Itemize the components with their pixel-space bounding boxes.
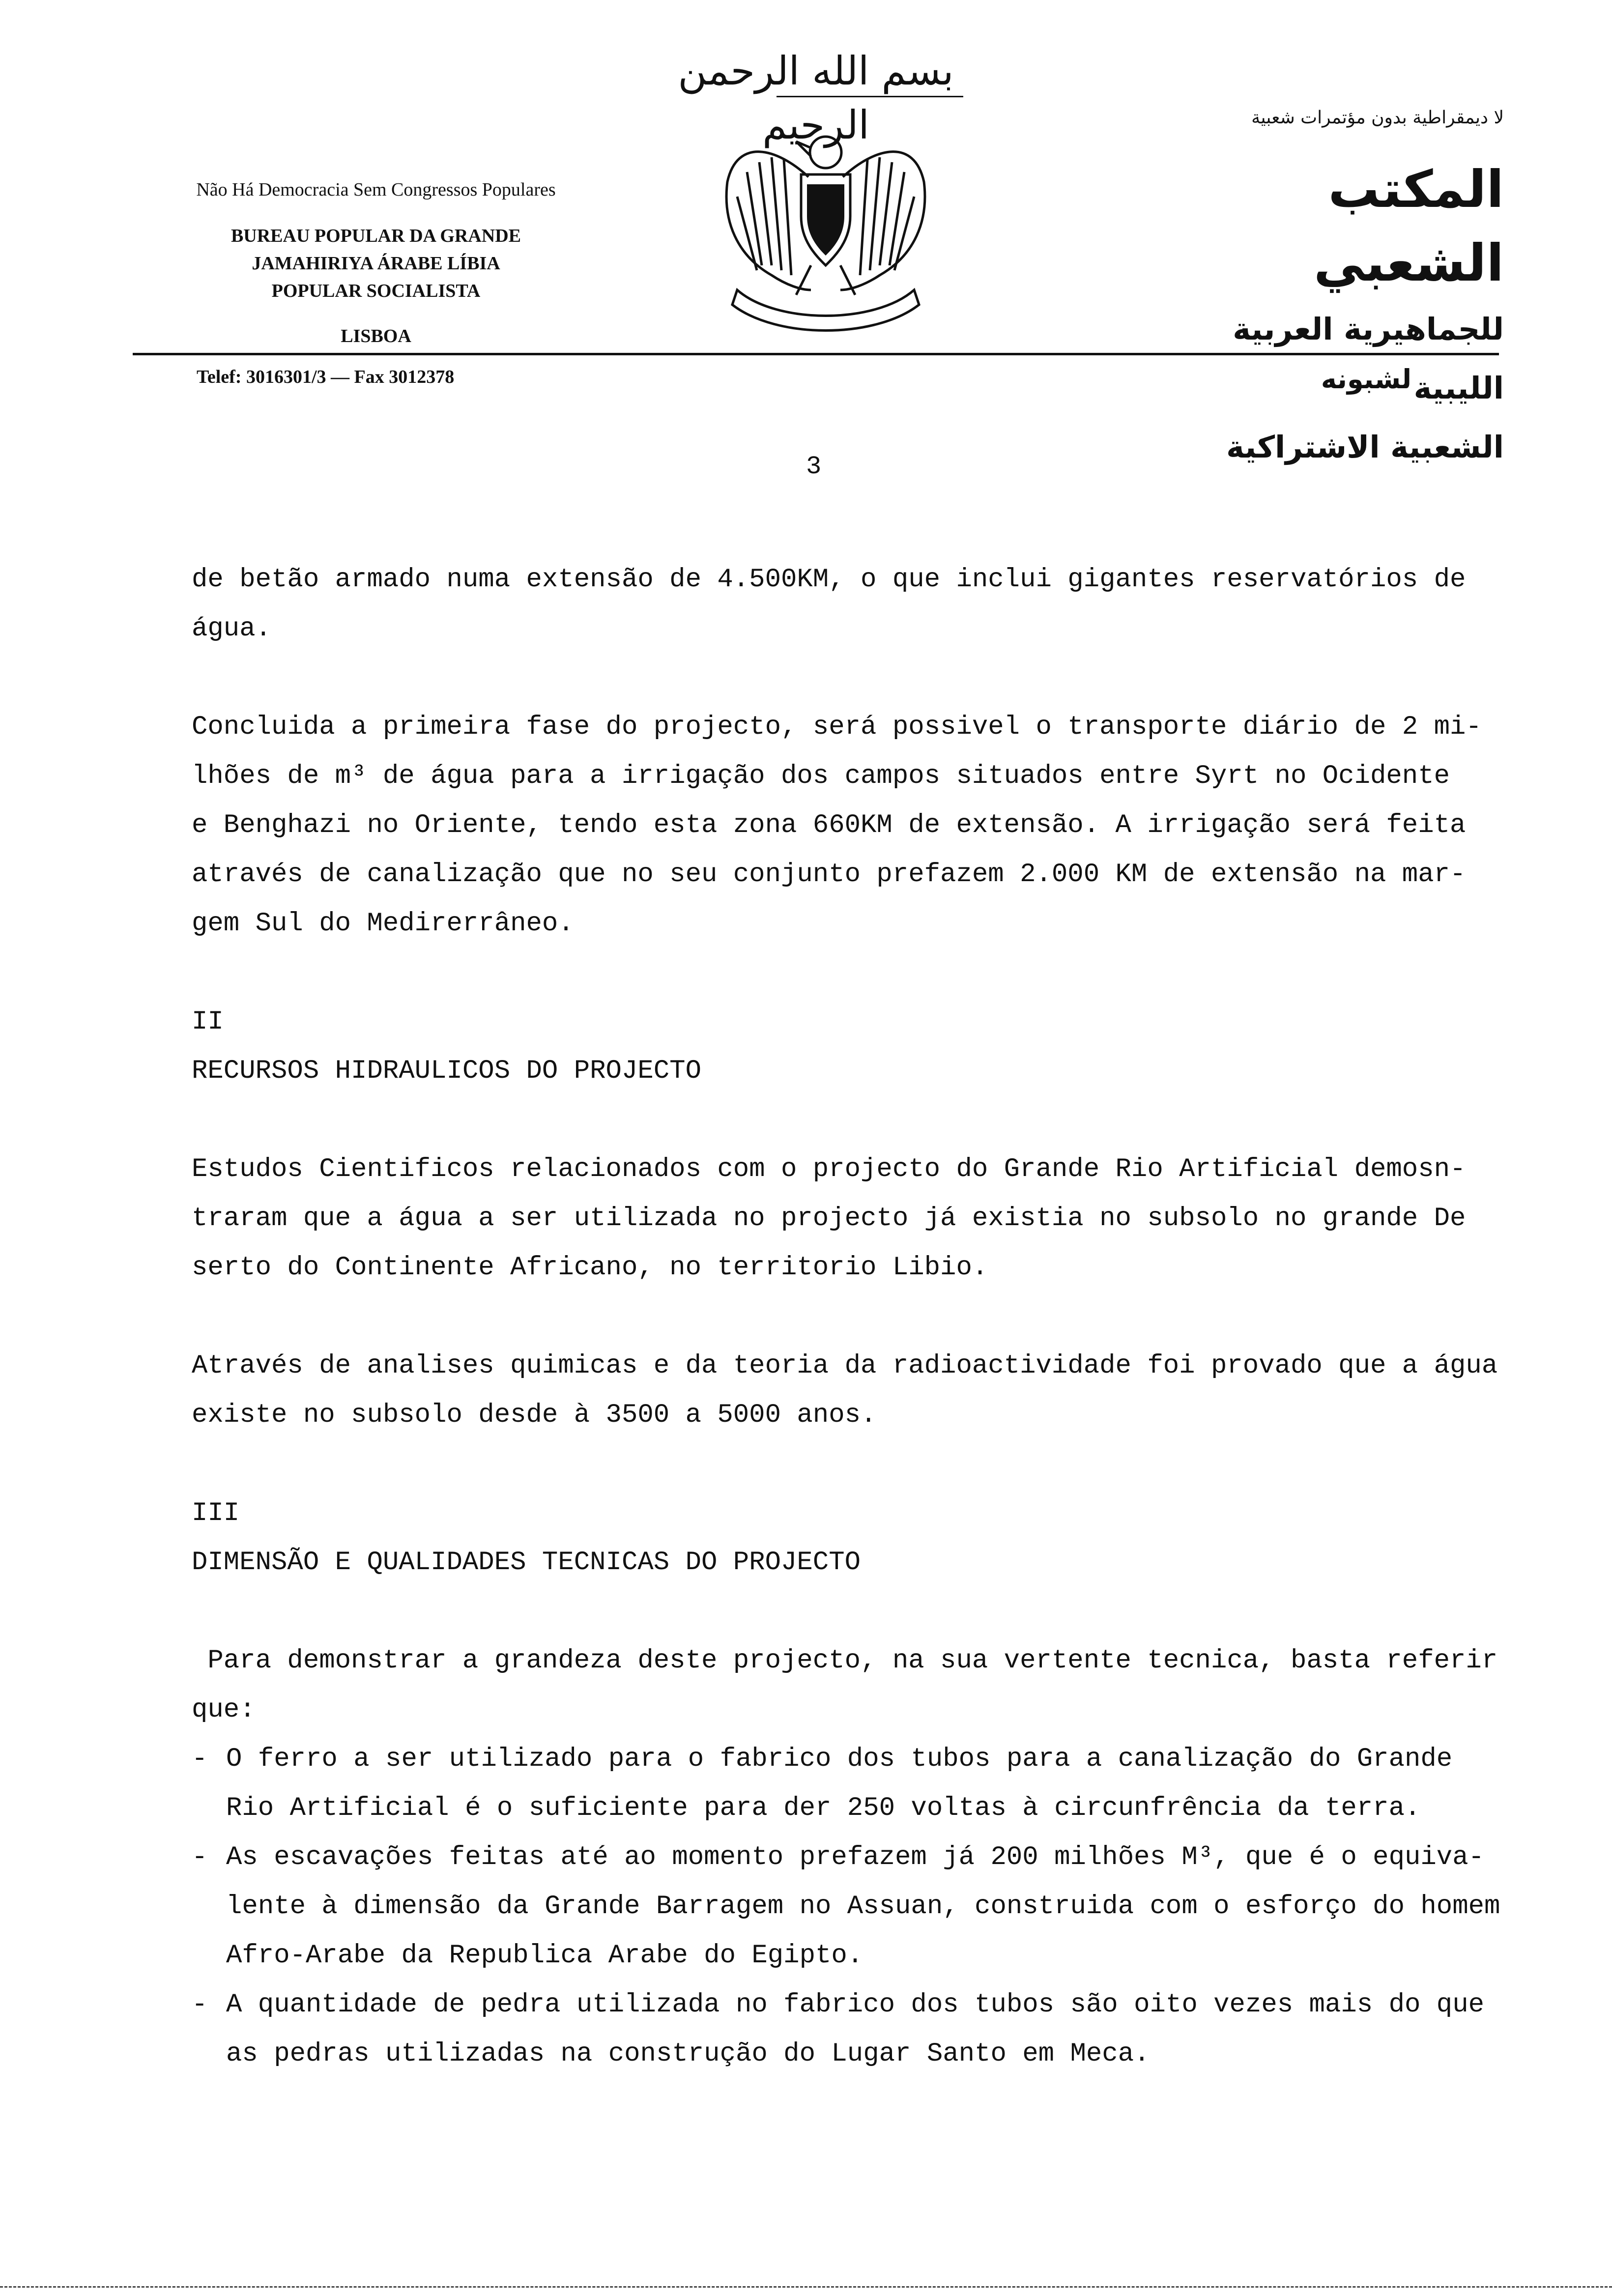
list-item-line: lente à dimensão da Grande Barragem no Assuan, construida com o esforço do homem (226, 1892, 1500, 1922)
paragraph-line: Para demonstrar a grandeza deste projecto, na sua vertente tecnica, basta referir (192, 1646, 1498, 1676)
paragraph-line: existe no subsolo desde à 3500 a 5000 anos. (192, 1400, 877, 1430)
paragraph-line: de betão armado numa extensão de 4.500KM, o que inclui gigantes reservatórios de (192, 565, 1466, 595)
basmala: بسم الله الرحمن الرحيم (678, 48, 954, 148)
letterhead-left (133, 177, 619, 350)
bullet-marker: - (192, 1842, 208, 1872)
paragraph-line: Através de analises quimicas e da teoria da radioactividade foi provado que a água (192, 1351, 1498, 1381)
arabic-motto: لا ديمقراطية بدون مؤتمرات شعبية (1251, 108, 1504, 128)
letterhead-phone: Telef: 3016301/3 — Fax 3012378 (197, 367, 455, 387)
arabic-subtitle-line: للجماهيرية العربية الليبية (1233, 311, 1504, 406)
letterhead-motto: Não Há Democracia Sem Congressos Populares (196, 179, 556, 200)
letterhead-title-line: POPULAR SOCIALISTA (271, 281, 481, 301)
bullet-marker: - (192, 1744, 208, 1774)
list-item-line: As escavações feitas até ao momento prefazem já 200 milhões M³, que é o equiva- (226, 1842, 1485, 1872)
page-number: 3 (806, 452, 822, 481)
list-item-line: A quantidade de pedra utilizada no fabrico dos tubos são oito vezes mais do que (226, 1990, 1485, 2020)
arabic-city: لشبونه (1321, 364, 1412, 395)
bullet-marker: - (192, 1990, 208, 2020)
paragraph-line: traram que a água a ser utilizada no projecto já existia no subsolo no grande De (192, 1204, 1466, 1234)
paragraph-line: Concluida a primeira fase do projecto, será possivel o transporte diário de 2 mi- (192, 712, 1482, 742)
eagle-emblem-icon (718, 118, 934, 349)
page-bottom-edge (0, 2286, 1612, 2288)
paragraph-line: através de canalização que no seu conjunto prefazem 2.000 KM de extensão na mar- (192, 860, 1466, 890)
list-item-line: O ferro a ser utilizado para o fabrico dos tubos para a canalização do Grande (226, 1744, 1453, 1774)
letterhead-right (1150, 103, 1504, 477)
paragraph-line: lhões de m³ de água para a irrigação dos campos situados entre Syrt no Ocidente (192, 761, 1450, 791)
list-item-line: Afro-Arabe da Republica Arabe do Egipto. (226, 1941, 864, 1971)
section-number: III (192, 1498, 240, 1528)
paragraph-line: serto do Continente Africano, no territorio Libio. (192, 1253, 988, 1283)
section-number: II (192, 1007, 224, 1037)
paragraph-line: Estudos Cientificos relacionados com o projecto do Grande Rio Artificial demosn- (192, 1154, 1466, 1184)
letterhead-divider (133, 353, 1499, 355)
list-item (192, 1735, 1538, 1833)
basmala-underline (777, 96, 963, 97)
letterhead-city: LISBOA (341, 326, 411, 346)
list-item-line: Rio Artificial é o suficiente para der 250 voltas à circunfrência da terra. (226, 1793, 1421, 1823)
section-heading: RECURSOS HIDRAULICOS DO PROJECTO (192, 1056, 701, 1086)
letterhead-title-line: BUREAU POPULAR DA GRANDE (230, 226, 521, 246)
arabic-title: المكتب الشعبي (1314, 159, 1504, 293)
list-item (192, 1833, 1538, 1980)
arabic-subtitle-line: الشعبية الاشتراكية (1226, 429, 1504, 465)
paragraph-line: gem Sul do Medirerrâneo. (192, 909, 574, 939)
list-item-line: as pedras utilizadas na construção do Lugar Santo em Meca. (226, 2039, 1150, 2069)
paragraph-line: água. (192, 614, 272, 644)
paragraph-line: que: (192, 1695, 256, 1725)
body-text (192, 555, 1538, 2079)
section-heading: DIMENSÃO E QUALIDADES TECNICAS DO PROJECTO (192, 1548, 861, 1578)
list-item (192, 1980, 1538, 2079)
paragraph-line: e Benghazi no Oriente, tendo esta zona 660KM de extensão. A irrigação será feita (192, 810, 1466, 840)
letterhead-title-line: JAMAHIRIYA ÁRABE LÍBIA (252, 253, 500, 274)
